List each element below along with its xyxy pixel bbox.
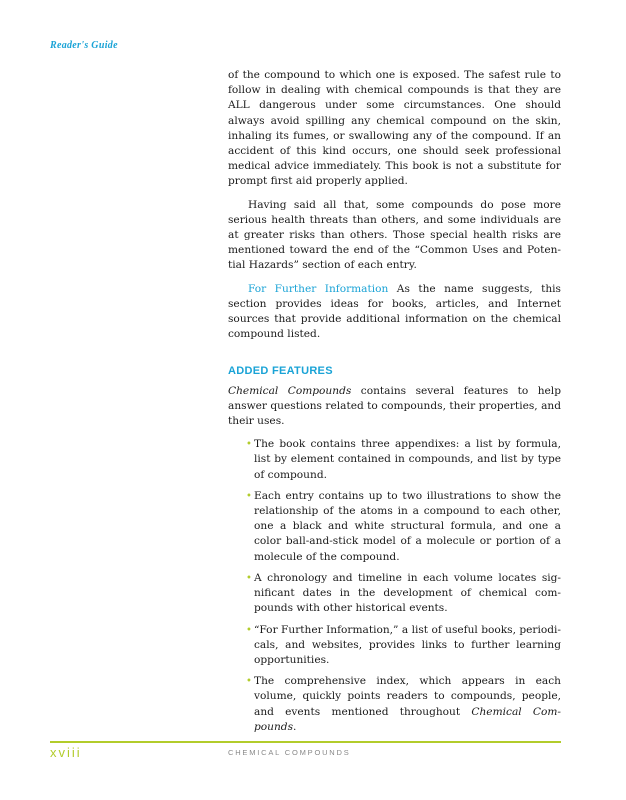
added-features-intro xyxy=(228,384,561,430)
list-item-text: A chronology and timeline in each volume locates sig- nificant dates in the development of chemical com- pounds with other historical events. xyxy=(254,571,561,615)
running-head: Reader's Guide xyxy=(50,40,118,51)
added-features-intro-text: contains several features to help answer questions related to compounds, their properties, and their uses. xyxy=(228,384,561,428)
further-information-lead: For Further Information xyxy=(248,282,389,295)
further-information-text: As the name suggests, this section provides ideas for books, articles, and Internet sources that provide additional information on the chemical compound listed. xyxy=(228,282,561,341)
bullet-icon: • xyxy=(246,439,252,451)
bullet-icon: • xyxy=(246,572,252,584)
list-item-text-end: . xyxy=(293,720,297,733)
features-list xyxy=(228,437,561,735)
body-paragraph-2: Having said all that, some compounds do pose more serious health threats than others, and some individuals are at greater risks than others. Those special health risks are mentioned toward the end of the “Common Uses and Poten- tial Hazards” section of each entry. xyxy=(228,198,561,272)
bullet-icon: • xyxy=(246,676,252,688)
list-item-text: The comprehensive index, which appears in each volume, quickly points readers to compounds, people, and events mentioned throughout xyxy=(254,675,561,718)
footer-rule xyxy=(50,741,561,743)
book-title-italic: Chemical Compounds xyxy=(228,384,352,397)
footer-book-title: CHEMICAL COMPOUNDS xyxy=(228,748,351,757)
list-item-text: Each entry contains up to two illustrations to show the relationship of the atoms in a compound to each other, one a black and white structural formula, and one a color ball-and-stick model of a molecule or portion of a molecule of the compound. xyxy=(254,489,561,563)
bullet-icon: • xyxy=(246,624,252,636)
list-item xyxy=(246,437,561,483)
list-item-text: “For Further Information,” a list of useful books, periodi- cals, and websites, provides links to further learning opportunities. xyxy=(254,623,561,666)
list-item xyxy=(246,623,561,669)
list-item xyxy=(246,571,561,617)
body-paragraph-1: of the compound to which one is exposed. The safest rule to follow in dealing with chemical compounds is that they are ALL dangerous under some circumstances. One should always avoid spilling any chemical compound on the skin, inhaling its fumes, or swallowing any of the compound. If an accident of this kind occurs, one should seek professional medical advice immediately. This book is not a substitute for prompt first aid properly applied. xyxy=(228,69,561,188)
body-paragraph-3 xyxy=(228,282,561,343)
main-text-column xyxy=(228,68,561,741)
list-item xyxy=(246,674,561,735)
bullet-icon: • xyxy=(246,490,252,502)
list-item-text: The book contains three appendixes: a list by formula, list by element contained in compounds, and list by type of compound. xyxy=(254,438,561,481)
book-title-italic: Chemical Com- pounds xyxy=(254,705,561,733)
page-number: xviii xyxy=(50,745,82,760)
added-features-heading: ADDED FEATURES xyxy=(228,365,333,378)
list-item xyxy=(246,489,561,565)
